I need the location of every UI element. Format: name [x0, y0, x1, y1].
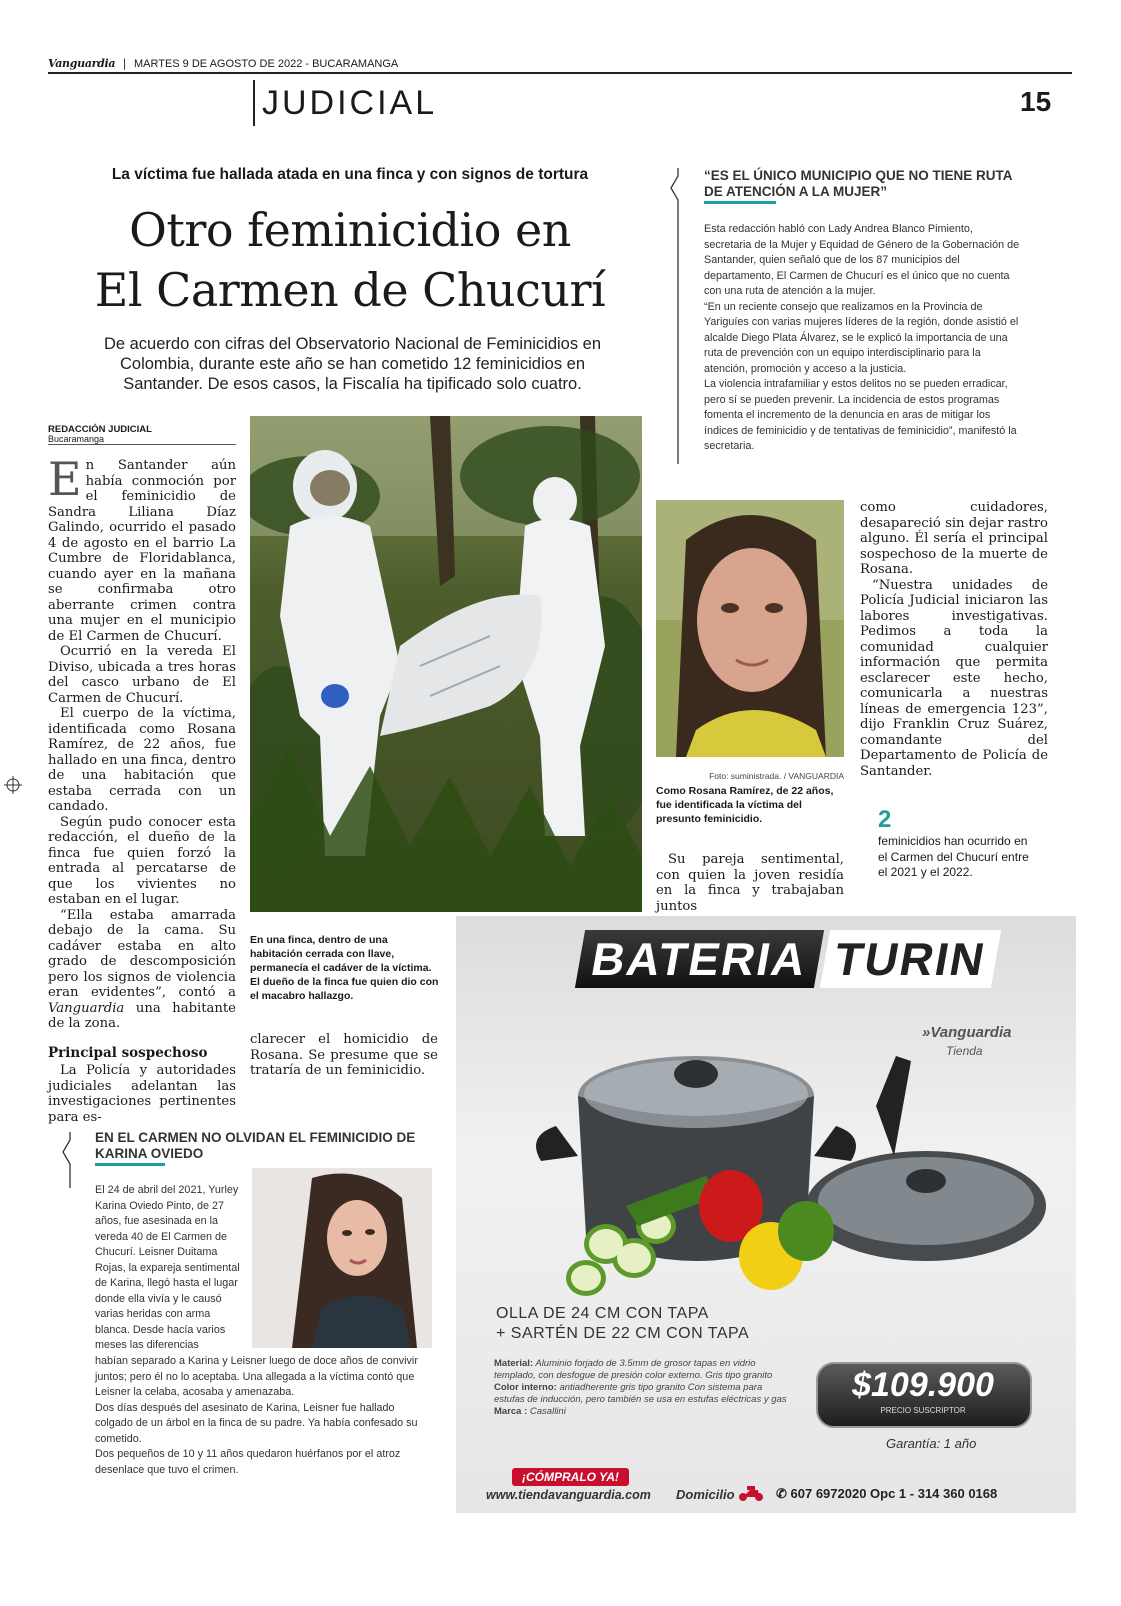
paragraph-9: “Nuestra unidades de Policía Judicial iniciaron las labores investigativas. Pedimos a toda la comunidad cualquier información que permita esclarecer este hecho, comunicarla a nuestras líneas de emergencia 123”, dijo Franklin Cruz Suárez, comandante del Departamento de Policía de Santander.: [860, 577, 1048, 779]
ad-spec-material-value: Aluminio forjado de 3.5mm de grosor tapas en vidrio templado, con desfogue de presión color externo. Gris tipo granito: [494, 1358, 773, 1381]
headline: [70, 200, 630, 320]
ad-store-link[interactable]: www.tiendavanguardia.com: [486, 1488, 651, 1502]
portrait-credit: Foto: suministrada. / VANGUARDIA: [709, 771, 844, 781]
ad-store-logo: »Vanguardia: [922, 1024, 1012, 1041]
byline-location: Bucaramanga: [48, 434, 105, 444]
ad-brand: [580, 930, 996, 988]
article-column-4: [860, 500, 1048, 779]
section-bar: [253, 80, 255, 126]
ad-phone[interactable]: [776, 1486, 997, 1502]
ad-product-name: [496, 1304, 749, 1344]
paragraph-8: como cuidadores, desapareció sin dejar rastro alguno. Él sería el principal sospechoso de la muerte de Rosana.: [860, 500, 1048, 577]
victim-portrait-photo: [656, 500, 844, 757]
masthead-separator: |: [122, 57, 127, 70]
paragraph-3: El cuerpo de la víctima, identificada como Rosana Ramírez, de 22 años, fue hallado en una finca, dentro de una habitación que estaba cerrada con un candado.: [48, 706, 236, 814]
header-rule: [48, 72, 1072, 74]
sidebar-body: [704, 222, 1022, 455]
stat-text: feminicidios han ocurrido en el Carmen del Chucurí entre el 2021 y el 2022.: [878, 834, 1029, 879]
ad-spec-material-label: Material:: [494, 1358, 534, 1369]
ad-specs: [494, 1358, 794, 1418]
paragraph-6-part-1: La Policía y autoridades judiciales adelantan las investigaciones pertinentes para es-: [48, 1063, 236, 1125]
byline-rule: [48, 444, 236, 445]
sidebar-2-paragraph: Dos días después del asesinato de Karina, Leisner fue hallado colgado de un árbol en la finca de su padre. Ya había confesado su cometido.: [95, 1401, 418, 1445]
ad-store-logo-sub: Tienda: [946, 1044, 983, 1058]
cookware-product-image: [456, 996, 1076, 1356]
ad-price: $109.900: [852, 1366, 994, 1404]
sidebar-2-body: [95, 1354, 425, 1478]
sidebar-paragraph: “En un reciente consejo que realizamos en la Provincia de Yariguíes con varias mujeres líderes de la región, donde asistió el alcalde Diego Plata Álvarez, se le explicó la importancia de una ruta de prevención con un equipo interdisciplinario para la atención, promoción y acceso a la justicia.: [704, 300, 1019, 375]
ad-spec-brand-label: Marca :: [494, 1406, 528, 1417]
section-title: JUDICIAL: [262, 84, 438, 122]
headline-line-2: El Carmen de Chucurí: [94, 263, 606, 317]
paragraph-5-em: Vanguardia: [48, 1000, 125, 1016]
ad-spec-color-value: antiadherente gris tipo granito Con sistema para estufas de inducción, pero también se usa en estufas eléctricas y gas: [494, 1382, 787, 1405]
paragraph-6-part-2: clarecer el homicidio de Rosana. Se presume que se trataría de un feminicidio.: [250, 1032, 438, 1078]
paragraph-5-b: una habitante de la zona.: [48, 1000, 236, 1031]
paragraph-5: [48, 908, 236, 1032]
paragraph-1: [48, 452, 236, 644]
paragraph-1-text: n Santander aún había conmoción por el feminicidio de Sandra Liliana Díaz Galindo, ocurrido el pasado 4 de agosto en el barrio La Cumbre de Floridablanca, cuando ayer en la mañana se confirmaba otro aberrante crimen contra una mujer en el municipio de El Carmen de Chucurí.: [48, 458, 236, 644]
ad-warranty: Garantía: 1 año: [886, 1436, 977, 1451]
ad-spec-color: [494, 1382, 794, 1406]
paragraph-7: Su pareja sentimental, con quien la joven residía en la finca y trabajaban juntos: [656, 852, 844, 914]
paragraph-2: Ocurrió en la vereda El Diviso, ubicada a tres horas del casco urbano de El Carmen de Chucurí.: [48, 644, 236, 706]
ad-phone-number: 607 6972020 Opc 1 - 314 360 0168: [790, 1486, 998, 1501]
karina-portrait-photo: [252, 1168, 432, 1348]
sidebar-2-paragraph: Dos pequeños de 10 y 11 años quedaron huérfanos por el atroz desenlace que tuvo el crimen.: [95, 1448, 401, 1476]
kicker: La víctima fue hallada atada en una finca y con signos de tortura: [111, 166, 589, 183]
portrait-caption: Como Rosana Ramírez, de 22 años, fue identificada la víctima del presunto feminicidio.: [656, 785, 834, 825]
sidebar-2-paragraph: habían separado a Karina y Leisner luego de doce años de convivir juntos; pero él no lo aceptaba. Una allegada a la víctima contó que Leisner la celaba, acosaba y amenazaba.: [95, 1355, 418, 1398]
article-column-2: [250, 1032, 438, 1079]
buy-now-button[interactable]: ¡CÓMPRALO YA!: [512, 1468, 629, 1486]
ad-delivery-label: Domicilio: [676, 1487, 735, 1502]
ad-spec-brand-value: Casallini: [527, 1406, 566, 1417]
sidebar-brace: [60, 1130, 74, 1190]
ad-brand-b: TURIN: [820, 930, 1001, 988]
headline-line-1: Otro feminicidio en: [129, 203, 571, 257]
article-column-3: [656, 852, 844, 914]
ad-spec-color-label: Color interno:: [494, 1382, 557, 1393]
registration-mark-icon: [4, 776, 22, 794]
sidebar-2-accent: [95, 1163, 165, 1166]
page-number: 15: [1020, 86, 1052, 117]
ad-brand-a: BATERIA: [575, 930, 824, 988]
sidebar-2-title: EN EL CARMEN NO OLVIDAN EL FEMINICIDIO DE KARINA OVIEDO: [95, 1130, 416, 1161]
sidebar-title: “ES EL ÚNICO MUNICIPIO QUE NO TIENE RUTA DE ATENCIÓN A LA MUJER”: [704, 168, 1013, 199]
delivery-motorcycle-icon: [738, 1484, 764, 1502]
newspaper-brand: Vanguardia: [48, 57, 116, 70]
lede: De acuerdo con cifras del Observatorio Nacional de Feminicidios en Colombia, durante este año se han cometido 12 feminicidios en Santander. De esos casos, la Fiscalía ha tipificado solo cuatro.: [103, 335, 602, 393]
subhead: Principal sospechoso: [48, 1044, 208, 1061]
stat-number: 2: [878, 806, 892, 833]
byline: REDACCIÓN JUDICIAL: [48, 424, 152, 435]
sidebar-paragraph: La violencia intrafamiliar y estos delitos no se pueden erradicar, pero sí se pueden prevenir. La incidencia de estos programas fomenta el incremento de la denuncia en aras de mitigar los índices de feminicidio y de tentativas de feminicidio”, manifestó la secretaria.: [704, 378, 1017, 452]
ad-product-line-1: OLLA DE 24 CM CON TAPA: [496, 1305, 709, 1322]
forensic-team-photo: [250, 416, 642, 912]
sidebar-paragraph: Esta redacción habló con Lady Andrea Blanco Pimiento, secretaria de la Mujer y Equidad de Género de la Gobernación de Santander, quien señaló que de los 87 municipios del departamento, El Carmen de Chucurí es el único que no cuenta con una ruta de atención a la mujer.: [704, 223, 1020, 297]
drop-cap: E: [48, 452, 82, 506]
paragraph-4: Según pudo conocer esta redacción, el dueño de la finca fue quien forzó la entrada al percatarse de que los vivientes no estaban en el lugar.: [48, 814, 236, 907]
ad-product-line-2: + SARTÉN DE 22 CM CON TAPA: [496, 1325, 750, 1342]
ad-price-note: PRECIO SUSCRIPTOR: [880, 1406, 966, 1415]
dateline: MARTES 9 DE AGOSTO DE 2022 - BUCARAMANGA: [133, 58, 399, 70]
ad-spec-brand: [494, 1406, 794, 1418]
main-photo-caption: En una finca, dentro de una habitación cerrada con llave, permanecía el cadáver de la víctima. El dueño de la finca fue quien dio con el macabro hallazgo.: [250, 934, 439, 1002]
paragraph-5-a: “Ella estaba amarrada debajo de la cama. Su cadáver estaba en alto grado de descomposición pero los signos de violencia eran evidentes”, contó a: [48, 907, 236, 1000]
sidebar-brace: [668, 166, 682, 466]
sidebar-2-paragraph: El 24 de abril del 2021, Yurley Karina Oviedo Pinto, de 27 años, fue asesinada en la vereda 40 de El Carmen de Chucurí. Leisner Duitama Rojas, la expareja sentimental de Karina, llegó hasta el lugar donde ella vivía y le causó varias heridas con arma blanca. Desde hacía varios meses las diferencias: [95, 1184, 240, 1351]
ad-spec-material: [494, 1358, 794, 1382]
sidebar-accent: [704, 201, 776, 204]
phone-icon: ✆: [776, 1486, 791, 1501]
masthead: [48, 57, 398, 70]
article-column-1: [48, 452, 236, 1125]
advertisement[interactable]: [456, 916, 1076, 1513]
